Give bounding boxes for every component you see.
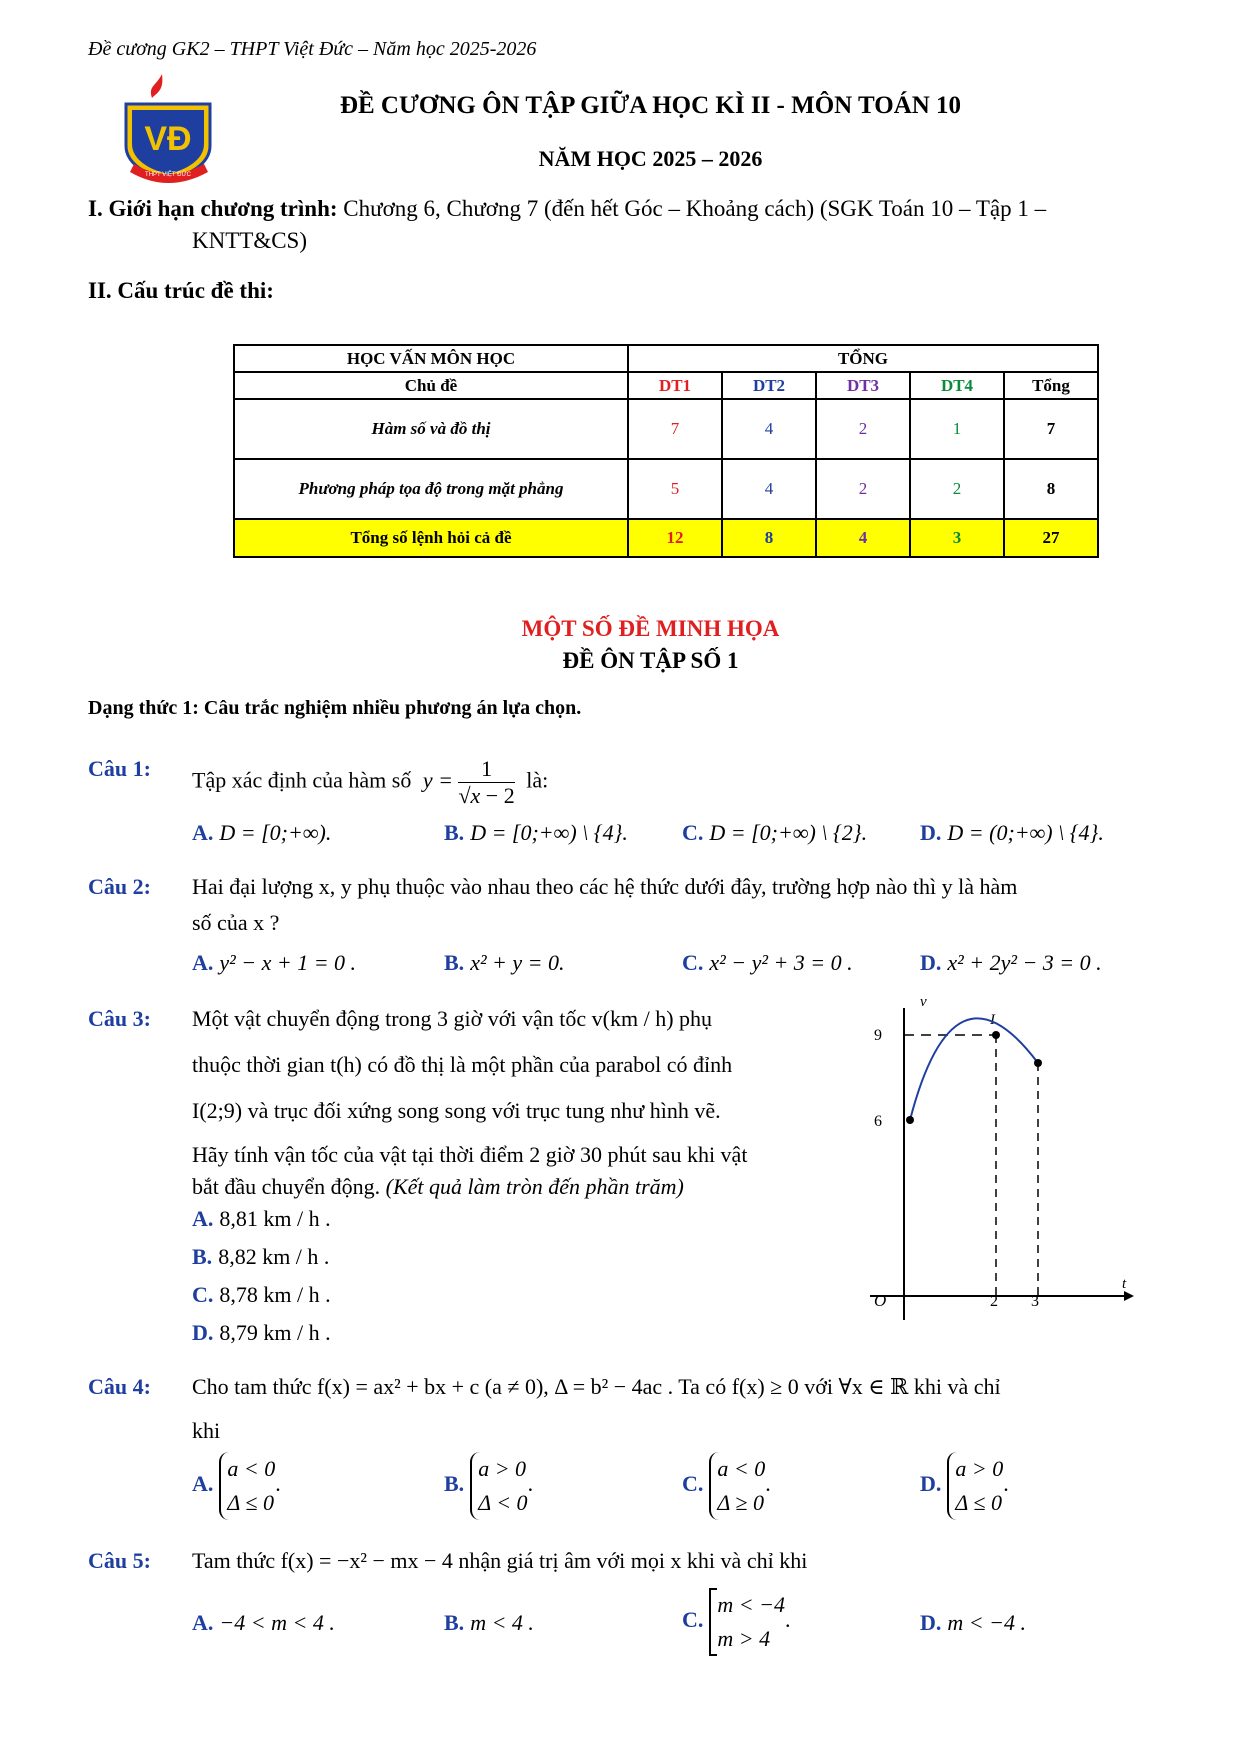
question-5-text: Tam thức f(x) = −x² − mx − 4 nhận giá trị âm với mọi x khi và chỉ khi [192, 1548, 808, 1573]
section-1-text: Chương 6, Chương 7 (đến hết Góc – Khoảng cách) (SGK Toán 10 – Tập 1 – [337, 196, 1047, 221]
q1-option-b[interactable]: B. D = [0;+∞) \ {4}. [444, 820, 628, 845]
question-2: Câu 2: Hai đại lượng x, y phụ thuộc vào nhau theo các hệ thức dưới đây, trường hợp nào thì y là hàm [88, 874, 1018, 899]
q2-option-a[interactable]: A. y² − x + 1 = 0 . [192, 950, 357, 975]
part-1-label: Dạng thức 1: Câu trắc nghiệm nhiều phương án lựa chọn. [88, 697, 582, 719]
table-col-dt4: DT4 [910, 372, 1004, 399]
table-cell: 2 [816, 399, 910, 459]
point-start [906, 1116, 914, 1124]
section-1-label: I. Giới hạn chương trình: [88, 196, 338, 221]
q1-option-a[interactable]: A. D = [0;+∞). [192, 820, 332, 845]
table-col-total: Tổng [1004, 372, 1098, 399]
formula: y = $\frac{1}{√x - 2}$ [422, 756, 515, 808]
point-vertex [992, 1031, 1000, 1039]
table-cell: 1 [910, 399, 1004, 459]
q4-option-d[interactable]: D. a > 0 Δ ≤ 0 . [920, 1452, 1009, 1520]
document-title: ĐỀ CƯƠNG ÔN TẬP GIỮA HỌC KÌ II - MÔN TOÁN 10 [339, 92, 962, 119]
origin-label: O [874, 1291, 887, 1310]
tick-label-6: 6 [874, 1113, 882, 1130]
question-3-line-3: I(2;9) và trục đối xứng song song với trục tung như hình vẽ. [192, 1098, 721, 1123]
question-5: Câu 5: [88, 1548, 151, 1573]
question-4-text: Cho tam thức f(x) = ax² + bx + c (a ≠ 0), Δ = b² − 4ac . Ta có f(x) ≥ 0 với ∀x ∈ ℝ khi và chỉ [192, 1374, 1001, 1399]
table-col-topic: Chủ đề [234, 372, 628, 399]
table-cell: 7 [1004, 399, 1098, 459]
q4-option-a[interactable]: A. a < 0 Δ ≤ 0 . [192, 1452, 281, 1520]
parabola-curve [910, 1018, 1038, 1120]
table-total-row [234, 519, 1098, 557]
table-col-dt3: DT3 [816, 372, 910, 399]
velocity-graph [830, 990, 1140, 1330]
q4-option-b[interactable]: B. a > 0 Δ < 0 . [444, 1452, 533, 1520]
section-2-label: II. Cấu trúc đề thi: [88, 278, 274, 303]
question-2-cont: số của x ? [192, 910, 280, 935]
question-3-line-4: Hãy tính vận tốc của vật tại thời điểm 2 giờ 30 phút sau khi vật [192, 1142, 748, 1167]
question-3-line-2: thuộc thời gian t(h) có đồ thị là một phần của parabol có đỉnh [192, 1052, 733, 1077]
question-1 [88, 756, 549, 808]
question-4: Câu 4: [88, 1374, 151, 1399]
axis-label-v: v [920, 994, 927, 1010]
q5-option-d[interactable]: D. m < −4 . [920, 1610, 1026, 1635]
q4-option-c[interactable]: C. a < 0 Δ ≥ 0 . [682, 1452, 771, 1520]
table-cell: 12 [628, 519, 722, 557]
vertex-label: I [990, 1012, 995, 1028]
table-cell: 4 [722, 399, 816, 459]
page-header: Đề cương GK2 – THPT Việt Đức – Năm học 2025-2026 [88, 38, 537, 60]
document-subtitle: NĂM HỌC 2025 – 2026 [538, 146, 763, 171]
table-cell: 4 [722, 459, 816, 519]
table-cell: 2 [816, 459, 910, 519]
q1-option-d[interactable]: D. D = (0;+∞) \ {4}. [920, 820, 1104, 845]
table-cell: 8 [722, 519, 816, 557]
question-3-line-5: bắt đầu chuyển động. (Kết quả làm tròn đến phần trăm) [192, 1174, 684, 1199]
table-header-right: TỔNG [628, 345, 1098, 372]
point-end [1034, 1059, 1042, 1067]
question-tail: là: [526, 767, 549, 793]
q3-option-a[interactable]: A. 8,81 km / h . [192, 1206, 331, 1231]
table-cell: 5 [628, 459, 722, 519]
q2-option-d[interactable]: D. x² + 2y² − 3 = 0 . [920, 950, 1102, 975]
table-cell: 8 [1004, 459, 1098, 519]
section-1-cont: KNTT&CS) [192, 228, 307, 253]
table-header-left: HỌC VẤN MÔN HỌC [234, 345, 628, 372]
table-row [234, 399, 1098, 459]
q3-option-c[interactable]: C. 8,78 km / h . [192, 1282, 331, 1307]
sample-heading: MỘT SỐ ĐỀ MINH HỌA [521, 616, 780, 641]
q5-option-a[interactable]: A. −4 < m < 4 . [192, 1610, 335, 1635]
q5-option-c[interactable]: C. m < −4 m > 4 . [682, 1588, 790, 1656]
table-cell: 7 [628, 399, 722, 459]
question-3: Câu 3: [88, 1006, 151, 1031]
table-row [234, 459, 1098, 519]
q5-option-b[interactable]: B. m < 4 . [444, 1610, 534, 1635]
tick-label-3: 3 [1031, 1293, 1039, 1310]
table-cell: 4 [816, 519, 910, 557]
table-cell: 2 [910, 459, 1004, 519]
q3-option-d[interactable]: D. 8,79 km / h . [192, 1320, 331, 1345]
tick-label-9: 9 [874, 1027, 882, 1044]
question-4-cont: khi [192, 1418, 221, 1443]
table-col-dt1: DT1 [628, 372, 722, 399]
exam-heading: ĐỀ ÔN TẬP SỐ 1 [562, 648, 739, 673]
table-cell-topic: Hàm số và đồ thị [234, 399, 628, 459]
logo-ribbon: THPT VIỆT ĐỨC [145, 172, 191, 178]
question-number: Câu 1: [88, 756, 151, 781]
table-cell: 3 [910, 519, 1004, 557]
table-col-dt2: DT2 [722, 372, 816, 399]
axis-label-t: t [1122, 1276, 1127, 1292]
q3-option-b[interactable]: B. 8,82 km / h . [192, 1244, 330, 1269]
question-text: Tập xác định của hàm số [192, 767, 412, 793]
tick-label-2: 2 [990, 1293, 998, 1310]
q1-option-c[interactable]: C. D = [0;+∞) \ {2}. [682, 820, 868, 845]
q2-option-b[interactable]: B. x² + y = 0. [444, 950, 565, 975]
section-1 [88, 196, 1158, 222]
table-total-label: Tổng số lệnh hỏi cả đề [234, 519, 628, 557]
table-cell: 27 [1004, 519, 1098, 557]
question-3-line-1: Một vật chuyển động trong 3 giờ với vận tốc v(km / h) phụ [192, 1006, 713, 1031]
logo-letters: VĐ [144, 120, 192, 158]
table-cell-topic: Phương pháp tọa độ trong mặt phẳng [234, 459, 628, 519]
q2-option-c[interactable]: C. x² − y² + 3 = 0 . [682, 950, 853, 975]
structure-table [233, 344, 1099, 558]
